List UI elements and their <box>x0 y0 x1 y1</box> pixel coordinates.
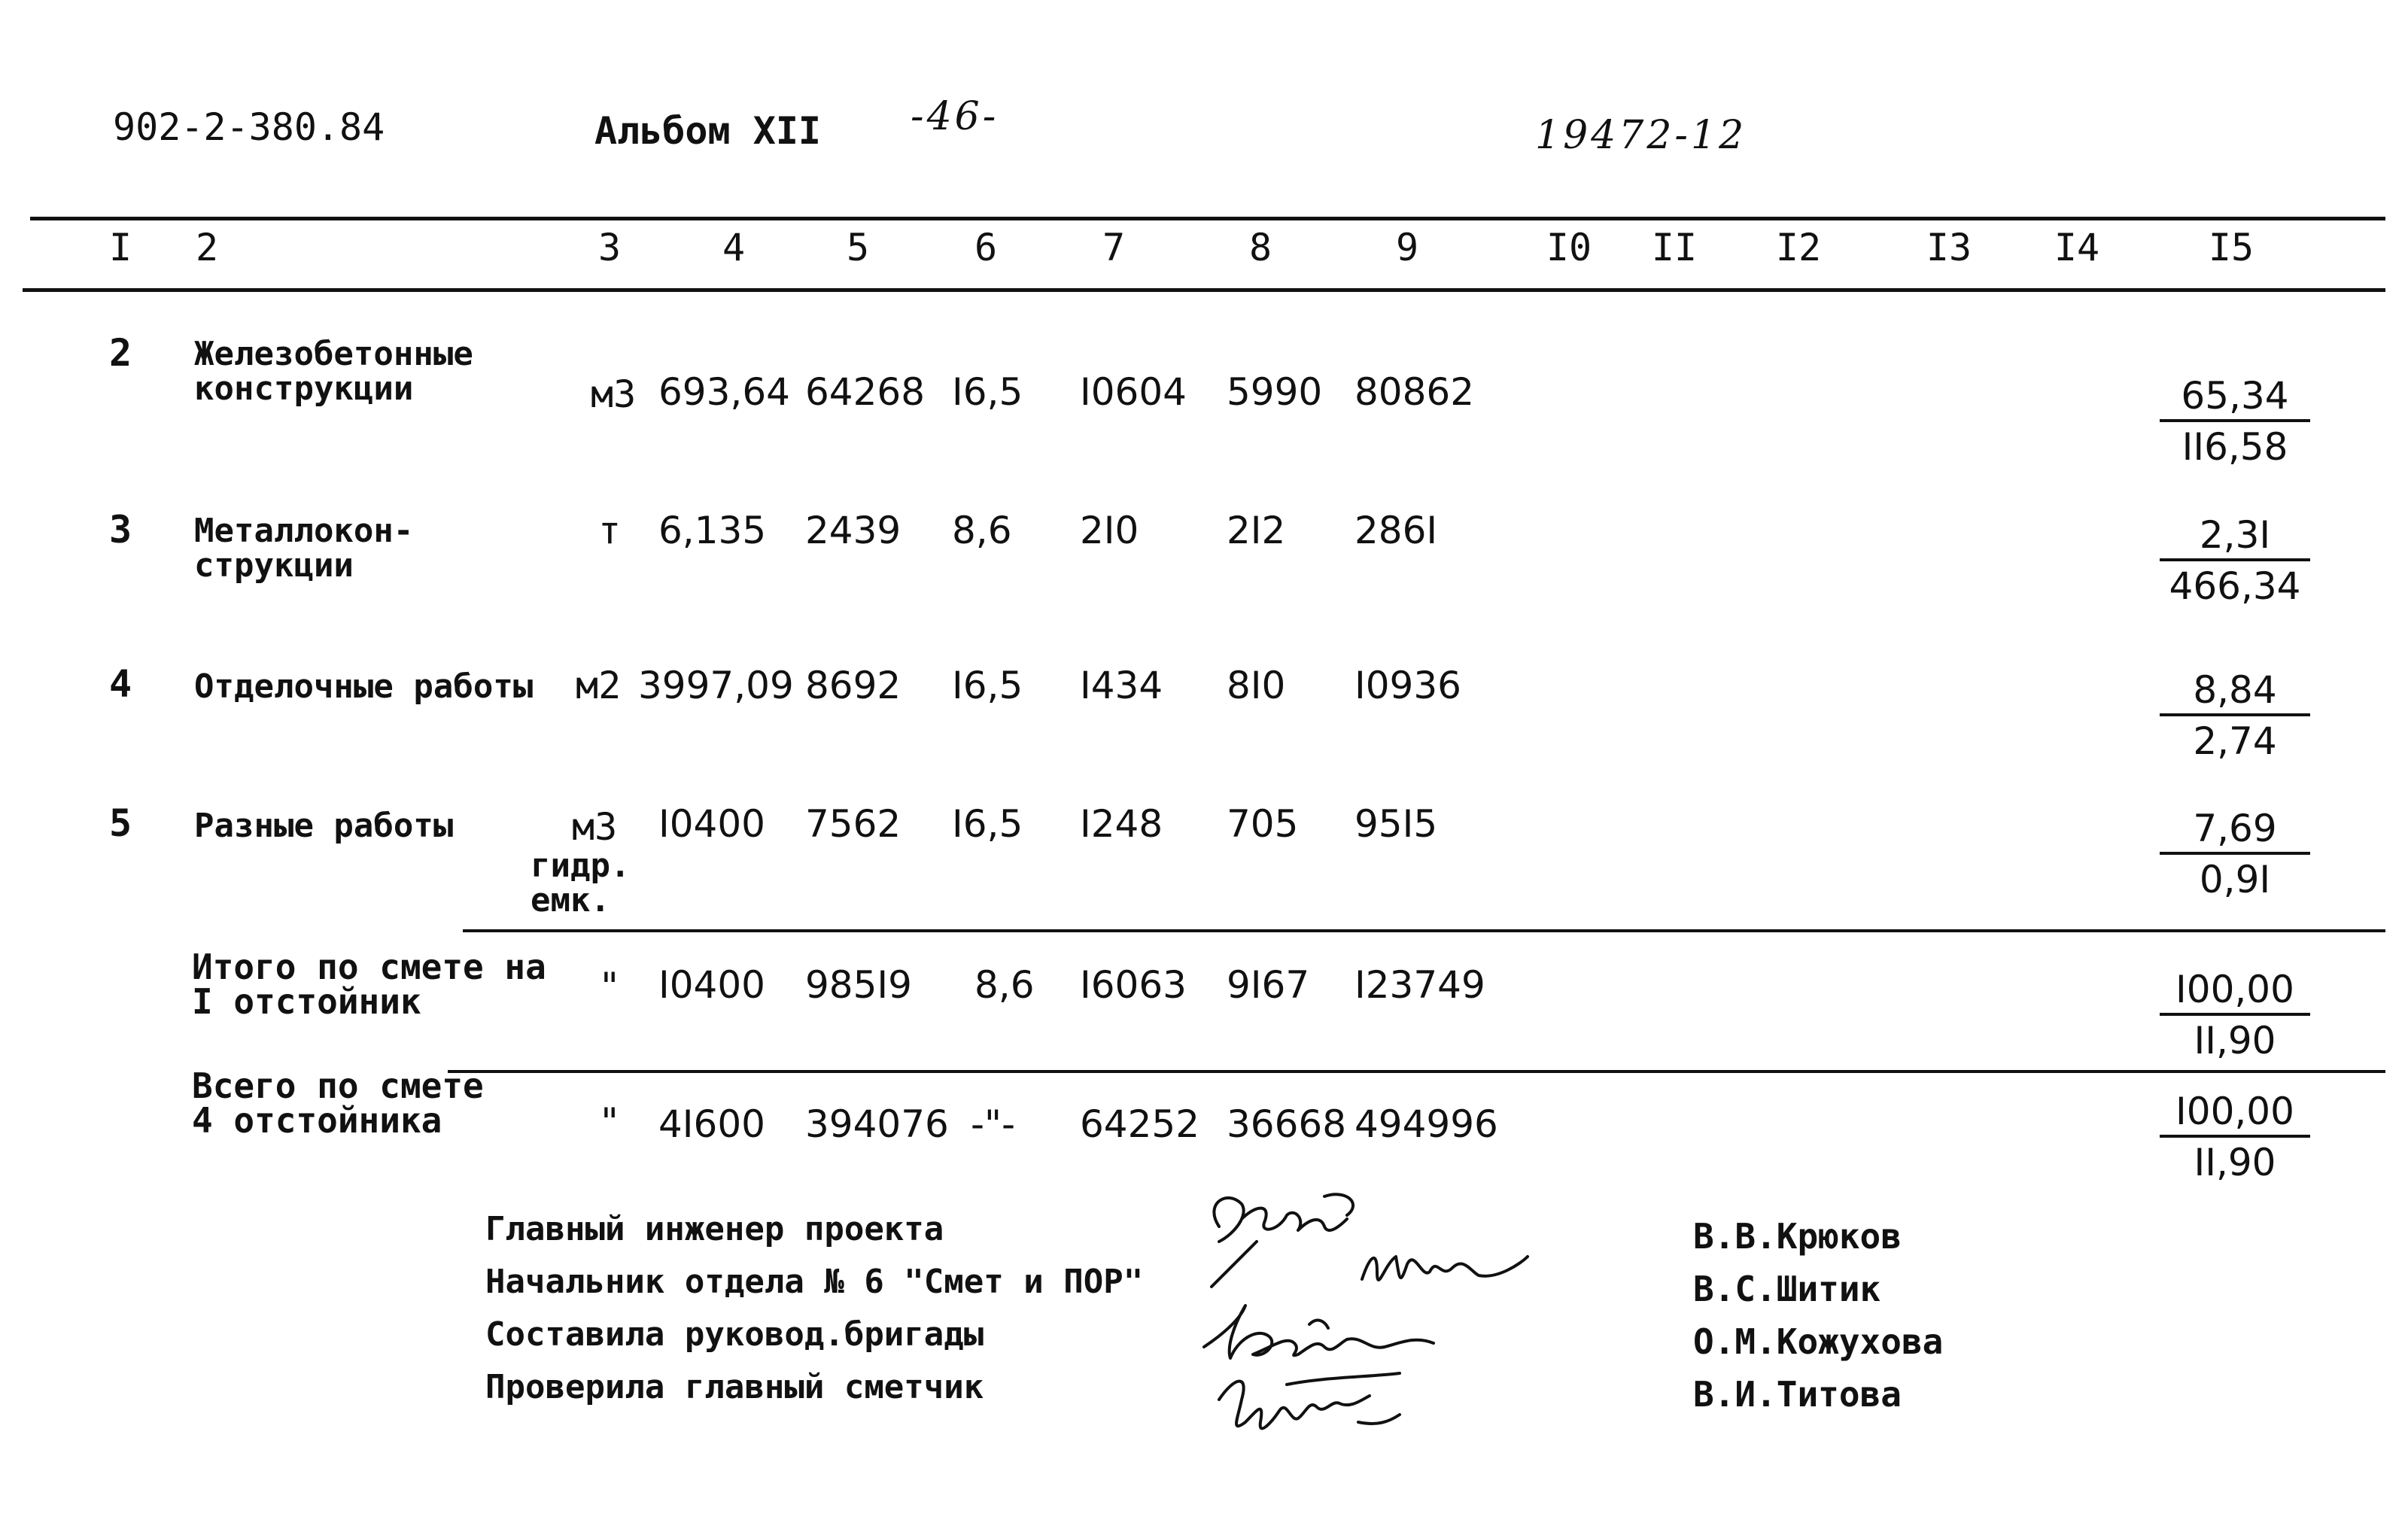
row-unit-line3: емк. <box>531 881 610 920</box>
album-label: Альбом XII <box>594 109 822 153</box>
grand-total-label: Всего по смете <box>192 1065 484 1106</box>
row-name-line2: струкции <box>194 546 354 585</box>
total-label: Итого по смете на <box>192 947 546 987</box>
registration-number: 19472-12 <box>1535 113 1747 158</box>
row-name-line2: конструкции <box>194 369 414 408</box>
column-number: II <box>1651 226 1698 269</box>
row-name: Железобетонные <box>194 335 473 373</box>
column-number: I <box>108 226 132 269</box>
grand-total-col7: 64252 <box>1080 1102 1200 1146</box>
signatory-name: О.М.Кожухова <box>1693 1321 1944 1362</box>
row-percent <box>2160 374 2310 469</box>
signatory-name: В.В.Крюков <box>1693 1216 1902 1257</box>
percent-bottom: II6,58 <box>2181 425 2288 469</box>
row-unit: м3 <box>591 372 637 416</box>
percent-top: 8,84 <box>2160 668 2310 716</box>
row-number: 2 <box>109 331 132 375</box>
column-number: 9 <box>1395 226 1419 269</box>
row-quantity: 3997,09 <box>638 664 794 707</box>
percent-bottom: 2,74 <box>2193 719 2277 763</box>
row-col5: 64268 <box>805 370 926 414</box>
total-percent <box>2160 968 2310 1062</box>
row-number: 3 <box>109 508 132 552</box>
row-col6: 8,6 <box>952 509 1012 552</box>
signatory-role: Главный инженер проекта <box>485 1210 944 1248</box>
row-unit: м2 <box>576 664 622 707</box>
total-col8: 9I67 <box>1227 963 1310 1007</box>
subtotal-rule <box>463 929 2385 932</box>
row-col7: 2I0 <box>1080 509 1139 552</box>
percent-bottom: II,90 <box>2194 1019 2276 1062</box>
table-top-rule <box>30 217 2385 220</box>
grand-total-unit: " <box>598 1100 622 1144</box>
row-col6: I6,5 <box>952 370 1023 414</box>
row-col8: 5990 <box>1227 370 1323 414</box>
percent-top: I00,00 <box>2160 968 2310 1016</box>
row-percent <box>2160 668 2310 763</box>
total-label-line2: I отстойник <box>192 981 421 1022</box>
percent-top: I00,00 <box>2160 1090 2310 1138</box>
row-number: 5 <box>109 801 132 845</box>
signatory-role: Проверила главный сметчик <box>485 1368 984 1406</box>
column-number: I3 <box>1926 226 1972 269</box>
column-number: I4 <box>2054 226 2100 269</box>
total-col5: 985I9 <box>805 963 912 1007</box>
row-number: 4 <box>109 662 132 706</box>
table-header-rule <box>23 288 2385 292</box>
row-unit: т <box>598 509 622 552</box>
column-number: 6 <box>974 226 998 269</box>
row-percent <box>2160 807 2310 901</box>
row-col7: I248 <box>1080 802 1163 846</box>
grand-total-col9: 494996 <box>1354 1102 1498 1146</box>
row-col5: 8692 <box>805 664 901 707</box>
row-col8: 2I2 <box>1227 509 1286 552</box>
grand-total-percent <box>2160 1090 2310 1184</box>
percent-bottom: II,90 <box>2194 1141 2276 1184</box>
grand-total-col5: 394076 <box>805 1102 949 1146</box>
row-col8: 705 <box>1227 802 1299 846</box>
column-number: I0 <box>1546 226 1592 269</box>
column-number: 7 <box>1102 226 1126 269</box>
row-col5: 7562 <box>805 802 901 846</box>
signatory-role: Составила руковод.бригады <box>485 1315 984 1354</box>
row-unit: м3 <box>572 805 618 849</box>
column-number: 5 <box>846 226 870 269</box>
total-quantity: I0400 <box>658 963 765 1007</box>
grand-total-quantity: 4I600 <box>658 1102 765 1146</box>
page-number: -46- <box>911 94 999 139</box>
percent-top: 7,69 <box>2160 807 2310 855</box>
column-number: I5 <box>2208 226 2254 269</box>
grand-total-rule <box>448 1070 2385 1073</box>
document-code: 902-2-380.84 <box>113 105 385 149</box>
row-col9: 80862 <box>1354 370 1475 414</box>
percent-top: 2,3I <box>2160 513 2310 561</box>
row-col9: I0936 <box>1354 664 1461 707</box>
grand-total-label-line2: 4 отстойника <box>192 1100 442 1141</box>
row-col7: I0604 <box>1080 370 1187 414</box>
signatory-role: Начальник отдела № 6 "Смет и ПОР" <box>485 1263 1144 1301</box>
column-number: I2 <box>1775 226 1822 269</box>
row-col5: 2439 <box>805 509 901 552</box>
grand-total-col8: 36668 <box>1227 1102 1347 1146</box>
row-name: Разные работы <box>194 807 454 845</box>
row-unit-line2: гидр. <box>531 847 631 885</box>
row-col8: 8I0 <box>1227 664 1286 707</box>
row-col9: 286I <box>1354 509 1438 552</box>
column-number: 3 <box>597 226 622 269</box>
grand-total-col6: -"- <box>971 1102 1016 1146</box>
percent-bottom: 0,9I <box>2199 858 2271 901</box>
row-quantity: 6,135 <box>658 509 767 552</box>
column-number: 8 <box>1248 226 1272 269</box>
row-col6: I6,5 <box>952 664 1023 707</box>
total-col9: I23749 <box>1354 963 1485 1007</box>
percent-top: 65,34 <box>2160 374 2310 422</box>
column-number: 2 <box>195 226 219 269</box>
row-name: Отделочные работы <box>194 667 534 706</box>
signatory-name: В.С.Шитик <box>1693 1269 1881 1309</box>
row-name: Металлокон- <box>194 512 414 550</box>
row-col9: 95I5 <box>1354 802 1438 846</box>
total-col7: I6063 <box>1080 963 1187 1007</box>
row-quantity: I0400 <box>658 802 765 846</box>
row-col6: I6,5 <box>952 802 1023 846</box>
total-unit: " <box>598 965 622 1008</box>
row-quantity: 693,64 <box>658 370 790 414</box>
handwritten-signatures <box>1174 1174 1595 1460</box>
column-number: 4 <box>722 226 746 269</box>
row-percent <box>2160 513 2310 608</box>
row-col7: I434 <box>1080 664 1163 707</box>
percent-bottom: 466,34 <box>2169 564 2301 608</box>
total-col6: 8,6 <box>974 963 1035 1007</box>
signatory-name: В.И.Титова <box>1693 1374 1902 1415</box>
